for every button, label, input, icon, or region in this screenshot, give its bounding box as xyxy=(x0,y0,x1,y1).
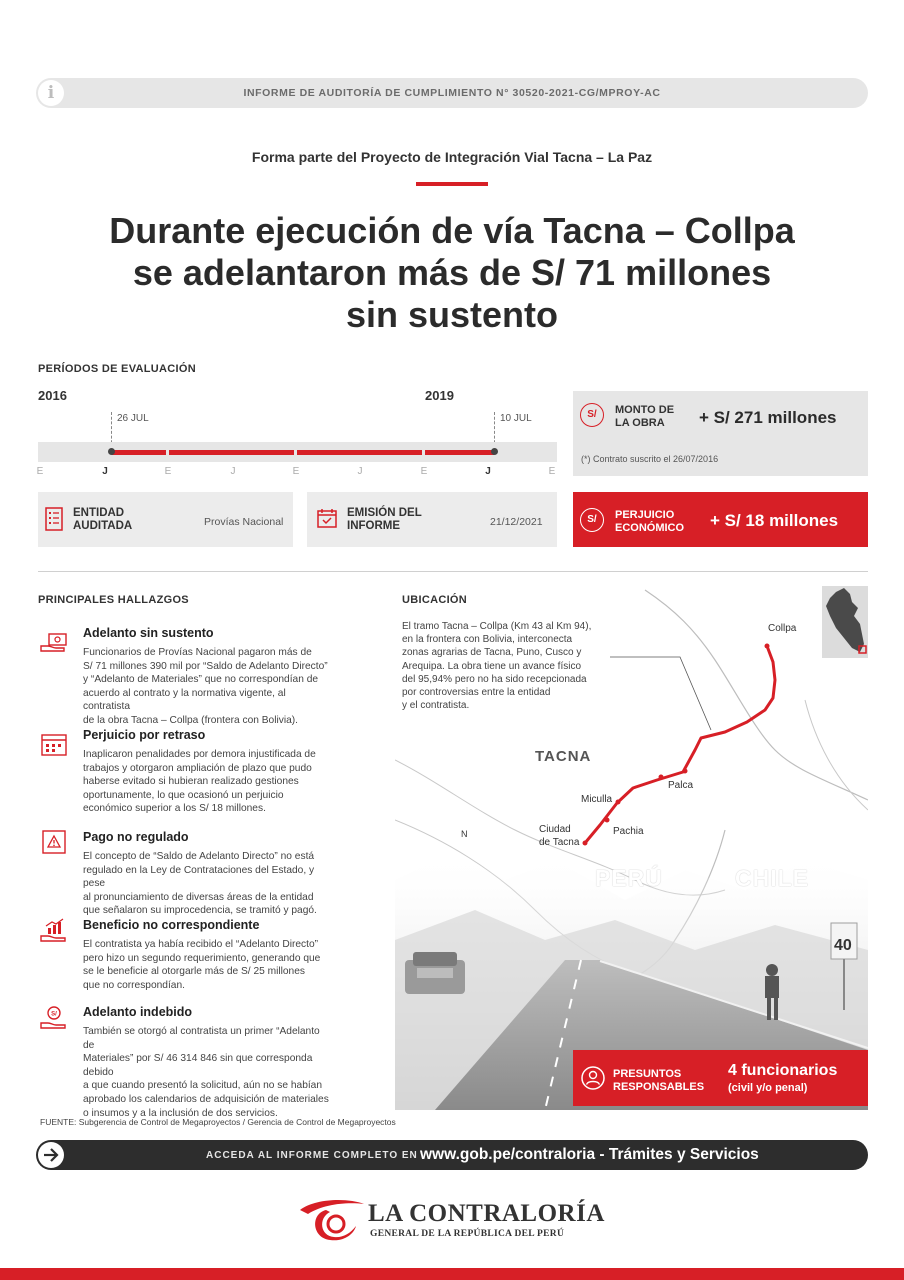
hallazgos-label: PRINCIPALES HALLAZGOS xyxy=(38,594,189,606)
timeline-end-date: 10 JUL xyxy=(500,413,532,424)
headline-line3: sin sustento xyxy=(345,294,559,335)
bottom-accent-bar xyxy=(0,1268,904,1280)
finding-body xyxy=(83,938,333,992)
finding-title: Adelanto sin sustento xyxy=(83,626,214,640)
timeline-label: PERÍODOS DE EVALUACIÓN xyxy=(38,363,196,375)
finding-line: que señalaron su improcedencia, se tramitó y pagó. xyxy=(83,905,317,917)
monto-label xyxy=(615,404,674,430)
warning-document-icon xyxy=(40,829,68,855)
ubicacion-description xyxy=(402,620,602,712)
finding-title: Perjuicio por retraso xyxy=(83,728,206,742)
map-label-chile: CHILE xyxy=(735,865,809,891)
soles-icon: S/ xyxy=(580,403,604,427)
arrow-right-glyph xyxy=(38,1142,64,1168)
logo-subtitle: GENERAL DE LA REPÚBLICA DEL PERÚ xyxy=(370,1229,565,1239)
timeline-period-2019 xyxy=(425,450,494,455)
timeline-month: J xyxy=(102,466,108,477)
ubicacion-line: del 95,94% pero no ha sido recepcionada xyxy=(402,673,587,685)
timeline-month: J xyxy=(357,466,363,477)
perjuicio-label-line2: ECONÓMICO xyxy=(615,522,685,534)
money-hand-icon xyxy=(40,630,68,656)
finding-title: Pago no regulado xyxy=(83,830,189,844)
map-label-collpa: Collpa xyxy=(768,623,797,634)
subtitle: Forma parte del Proyecto de Integración Vial Tacna – La Paz xyxy=(251,149,653,165)
finding-line: El contratista ya había recibido el “Adelanto Directo” xyxy=(83,939,318,950)
speed-limit-sign: 40 xyxy=(834,937,852,954)
perjuicio-label-line1: PERJUICIO xyxy=(615,509,675,521)
timeline-period-2017 xyxy=(169,450,294,455)
map-label-ciudad-tacna xyxy=(539,823,579,849)
ubicacion-line: El tramo Tacna – Collpa (Km 43 al Km 94), xyxy=(402,621,592,632)
arrow-right-icon xyxy=(38,1142,64,1168)
finding-line: oportunamente, lo que ocasionó un perjuicio xyxy=(83,789,284,801)
timeline-month: E xyxy=(292,466,300,477)
timeline-period-2018 xyxy=(297,450,422,455)
perjuicio-economico-box xyxy=(573,492,868,547)
finding-title: Adelanto indebido xyxy=(83,1005,193,1019)
finding-line: económico superior a los S/ 18 millones. xyxy=(83,803,266,815)
finding-line: También se otorgó al contratista un primer “Adelanto de xyxy=(83,1026,320,1051)
finding-line: y “Adelanto de Materiales” que no correspondían de xyxy=(83,674,319,686)
timeline-end-dot xyxy=(491,448,498,455)
timeline-period-2016 xyxy=(112,450,166,455)
peru-map-icon xyxy=(822,586,868,658)
finding-line: pero hizo un segundo requerimiento, generando que xyxy=(83,952,321,964)
ubicacion-line: Arequipa. La obra tiene un avance físico xyxy=(402,660,582,672)
finding-line: o insumos y a la inclusión de dos servicios. xyxy=(83,1107,278,1119)
finding-line: se le beneficie al otorgarle más de S/ 25 millones xyxy=(83,966,305,978)
finding-body xyxy=(83,850,333,918)
ubicacion-line: zonas agrarias de Tacna, Puno, Cusco y xyxy=(402,647,582,659)
calendar-check-icon xyxy=(317,508,337,528)
finding-line: que no correspondían. xyxy=(83,979,185,991)
report-number-bar xyxy=(36,78,868,108)
entidad-value: Provías Nacional xyxy=(204,516,284,528)
monto-label-line2: LA OBRA xyxy=(615,417,665,429)
access-report-bar[interactable] xyxy=(36,1140,868,1170)
timeline-end-year: 2019 xyxy=(425,388,454,403)
presuntos-label xyxy=(613,1068,704,1094)
finding-line: acuerdo al contrato y la normativa vigente, al contratista xyxy=(83,687,286,713)
finding-body xyxy=(83,748,333,816)
ubicacion-line: en la frontera con Bolivia, interconecta xyxy=(402,634,573,646)
person-icon xyxy=(581,1066,605,1090)
map-label-peru: PERÚ xyxy=(595,865,663,891)
entidad-label-line2: AUDITADA xyxy=(73,520,133,532)
finding-line: Materiales” por S/ 46 314 846 sin que corresponda debido xyxy=(83,1053,313,1078)
emision-label-line1: EMISIÓN DEL xyxy=(347,507,422,519)
emision-value: 21/12/2021 xyxy=(490,516,543,528)
timeline-month: E xyxy=(36,466,44,477)
presuntos-label-line2: RESPONSABLES xyxy=(613,1081,705,1093)
finding-line: regulado en la Ley de Contrataciones del Estado, y pese xyxy=(83,864,315,890)
finding-line: al pronunciamiento de diversas áreas de la entidad xyxy=(83,891,314,903)
info-icon: i xyxy=(38,80,64,106)
calendar-delay-icon xyxy=(40,732,68,758)
timeline-month: E xyxy=(164,466,172,477)
monto-obra-box xyxy=(573,391,868,476)
emision-label xyxy=(347,507,422,533)
finding-line: S/ 71 millones 390 mil por “Saldo de Adelanto Directo” xyxy=(83,660,328,672)
entidad-label xyxy=(73,507,132,533)
ubicacion-line: y el contratista. xyxy=(402,700,470,712)
headline-line1: Durante ejecución de vía Tacna – Collpa xyxy=(109,210,795,251)
timeline-start-dot xyxy=(108,448,115,455)
svg-text:S/: S/ xyxy=(51,1011,57,1018)
map-label-pachia: Pachia xyxy=(613,826,644,837)
contraloria-swoosh-icon xyxy=(296,1196,366,1246)
monto-value: + S/ 271 millones xyxy=(699,408,837,427)
finding-line: de la obra Tacna – Collpa (frontera con Bolivia). xyxy=(83,714,299,726)
title-divider xyxy=(416,182,488,186)
finding-line: El concepto de “Saldo de Adelanto Directo” no está xyxy=(83,851,315,862)
source-note: FUENTE: Subgerencia de Control de Megaproyectos / Gerencia de Control de Megaproyectos xyxy=(40,1117,396,1127)
presuntos-value: 4 funcionarios xyxy=(728,1062,838,1079)
emision-label-line2: INFORME xyxy=(347,520,401,532)
map-label-ciudad-line2: de Tacna xyxy=(539,837,580,848)
contraloria-logo xyxy=(296,1196,616,1246)
timeline-month: E xyxy=(420,466,428,477)
finding-body xyxy=(83,1025,333,1120)
document-list-icon xyxy=(45,507,63,531)
headline xyxy=(20,210,884,336)
growth-hand-icon xyxy=(40,918,68,944)
coin-hand-icon xyxy=(40,1005,68,1031)
logo-name: LA CONTRALORÍA xyxy=(368,1200,605,1227)
ubicacion-label: UBICACIÓN xyxy=(402,594,468,606)
finding-line: a que cuando presentó la solicitud, aún no se habían xyxy=(83,1080,323,1092)
headline-line2: se adelantaron más de S/ 71 millones xyxy=(132,252,772,293)
finding-body xyxy=(83,646,333,728)
timeline-month: J xyxy=(485,466,491,477)
entidad-label-line1: ENTIDAD xyxy=(73,507,125,519)
monto-label-line1: MONTO DE xyxy=(615,404,675,416)
presuntos-responsables-box xyxy=(573,1050,868,1106)
map-label-palca: Palca xyxy=(668,780,694,791)
perjuicio-value: + S/ 18 millones xyxy=(710,511,839,530)
timeline-start-date: 26 JUL xyxy=(117,413,149,424)
section-divider xyxy=(38,571,868,572)
presuntos-label-line1: PRESUNTOS xyxy=(613,1068,682,1080)
map-label-miculla: Miculla xyxy=(581,794,613,805)
perjuicio-label xyxy=(615,509,684,535)
presuntos-sub: (civil y/o penal) xyxy=(728,1082,808,1094)
finding-line: Funcionarios de Provías Nacional pagaron más de xyxy=(83,647,312,658)
emision-box xyxy=(307,492,557,547)
entidad-box xyxy=(38,492,293,547)
north-arrow-icon: N xyxy=(461,829,468,839)
map-label-tacna-region: TACNA xyxy=(535,748,592,765)
ubicacion-line: por controversias entre la entidad xyxy=(402,687,551,699)
map-label-ciudad-line1: Ciudad xyxy=(539,824,571,835)
monto-note: (*) Contrato suscrito el 26/07/2016 xyxy=(581,454,719,464)
timeline-month: J xyxy=(230,466,236,477)
peru-inset-map xyxy=(822,586,868,658)
access-url-link[interactable]: www.gob.pe/contraloria - Trámites y Servicios xyxy=(420,1146,759,1163)
finding-line: Inaplicaron penalidades por demora injustificada de xyxy=(83,749,316,760)
finding-line: haberse evitado si hubieran realizado gestiones xyxy=(83,776,299,788)
finding-line: aprobado los calendarios de adquisición de materiales xyxy=(83,1093,329,1105)
report-number: INFORME DE AUDITORÍA DE CUMPLIMIENTO N° 30520-2021-CG/MPROY-AC xyxy=(243,87,661,99)
map-stop-collpa xyxy=(765,644,770,649)
finding-line: trabajos y otorgaron ampliación de plazo que pudo xyxy=(83,762,312,774)
soles-icon: S/ xyxy=(580,508,604,532)
finding-title: Beneficio no correspondiente xyxy=(83,918,260,932)
timeline-month: E xyxy=(548,466,556,477)
timeline-start-year: 2016 xyxy=(38,388,67,403)
access-label: ACCEDA AL INFORME COMPLETO EN xyxy=(206,1150,418,1161)
